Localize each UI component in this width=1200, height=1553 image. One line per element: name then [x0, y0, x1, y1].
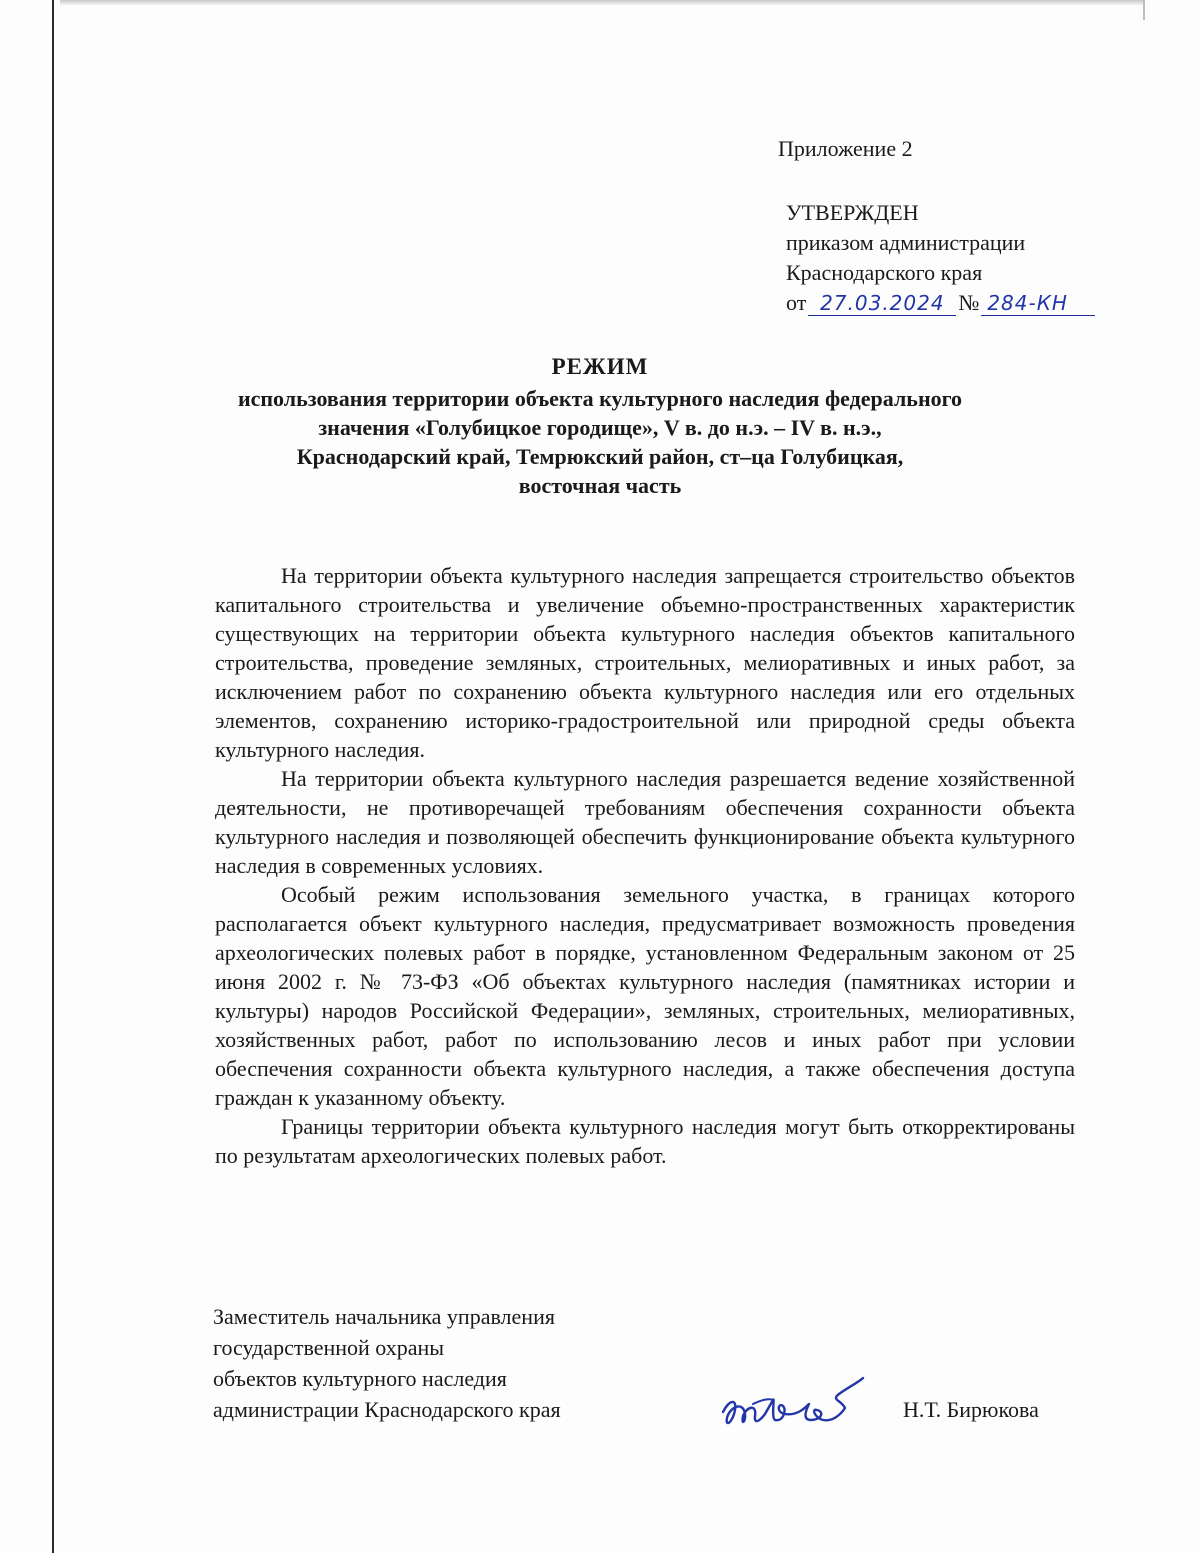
title-line-4: восточная часть	[518, 473, 682, 498]
signatory-position-line-2: государственной охраны	[213, 1335, 445, 1360]
title-line-1: использования территории объекта культурного наследия федерального	[237, 386, 963, 411]
title-main: РЕЖИМ	[551, 354, 649, 379]
number-sign: №	[958, 290, 980, 315]
document-title	[160, 350, 1040, 500]
title-line-2: значения «Голубицкое городище», V в. до н.э. – IV в. н.э.,	[318, 415, 882, 440]
document-body	[215, 561, 1075, 1170]
scan-edge-left	[52, 0, 54, 1553]
paragraph-permissions: На территории объекта культурного наследия разрешается ведение хозяйственной деятельности, не противоречащей требованиям обеспечения сохранности объекта культурного наследия и позволяющей обеспечить функционирование объекта культурного наследия в современных условиях.	[215, 766, 1075, 878]
paragraph-prohibitions: На территории объекта культурного наследия запрещается строительство объектов капитального строительства и увеличение объемно-пространственных характеристик существующих на территории объекта культурного наследия объектов капитального строительства, проведение земляных, строительных, мелиоративных и иных работ, за исключением работ по сохранению объекта культурного наследия или его отдельных элементов, сохранению историко-градостроительной или природной среды объекта культурного наследия.	[215, 563, 1075, 762]
handwritten-signature	[713, 1370, 873, 1440]
scan-edge-right	[1143, 0, 1145, 20]
signature-block	[213, 1302, 1073, 1426]
approval-order-line-1: приказом администрации	[786, 230, 1026, 255]
handwritten-order-number: 284-КН	[981, 291, 1095, 316]
approval-block	[786, 198, 1095, 318]
annex-label: Приложение 2	[778, 136, 913, 161]
signatory-position-line-4: администрации Краснодарского края	[213, 1397, 561, 1422]
signatory-name: Н.Т. Бирюкова	[903, 1397, 1039, 1422]
date-prefix: от	[786, 290, 807, 315]
paragraph-special-regime: Особый режим использования земельного участка, в границах которого располагается объект культурного наследия, предусматривает возможность проведения археологических полевых работ в порядке, установленном Федеральным законом от 25 июня 2002 г. № 73-ФЗ «Об объектах культурного наследия (памятниках истории и культуры) народов Российской Федерации», земляных, строительных, мелиоративных, хозяйственных работ, работ по использованию лесов и иных работ при условии обеспечения сохранности объекта культурного наследия, а также обеспечения доступа граждан к указанному объекту.	[215, 882, 1075, 1110]
scan-edge-top	[60, 0, 1145, 6]
signatory-position-line-3: объектов культурного наследия	[213, 1366, 507, 1391]
approval-order-line-2: Краснодарского края	[786, 260, 983, 285]
handwritten-date: 27.03.2024	[808, 291, 956, 316]
approval-date-line	[786, 288, 1095, 318]
approved-label: УТВЕРЖДЕН	[786, 200, 919, 225]
title-line-3: Краснодарский край, Темрюкский район, ст–ца Голубицкая,	[296, 444, 904, 469]
signatory-position-line-1: Заместитель начальника управления	[213, 1304, 555, 1329]
paragraph-boundaries: Границы территории объекта культурного наследия могут быть откорректированы по результатам археологических полевых работ.	[215, 1114, 1075, 1168]
